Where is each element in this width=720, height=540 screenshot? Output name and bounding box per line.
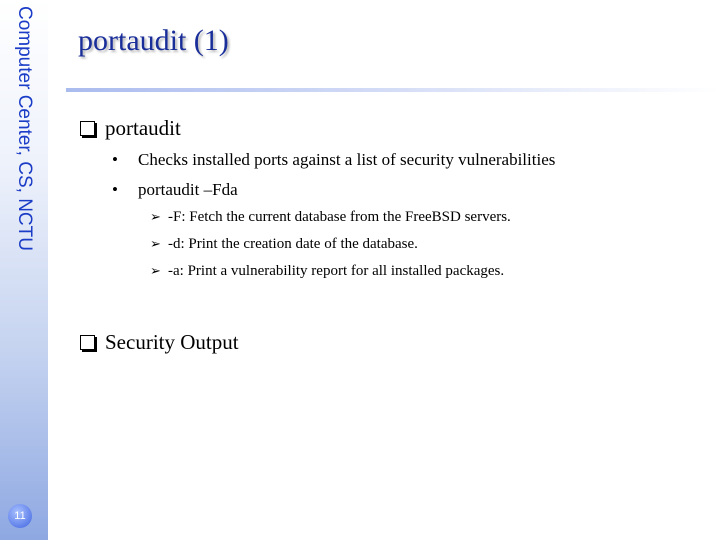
arrow-bullet-icon: ➢ [150,237,161,252]
sub-bullet-text: portaudit –Fda [138,180,238,199]
option-text: -F: Fetch the current database from the FreeBSD servers. [168,209,511,225]
q-box-bullet-icon [80,335,95,350]
slide-title: portaudit (1) [78,24,229,57]
page-number: 11 [8,504,32,528]
bullet-text: portaudit [105,116,181,140]
option-text: -d: Print the creation date of the database. [168,236,418,252]
arrow-bullet-icon: ➢ [150,210,161,225]
sidebar [0,0,48,540]
sub-bullet-checks [112,150,555,170]
q-box-bullet-icon [80,121,95,136]
bullet-text: Security Output [105,330,239,354]
arrow-bullet-icon: ➢ [150,264,161,279]
option-a [150,263,504,280]
sub-bullet-command [112,180,238,200]
sub-bullet-text: Checks installed ports against a list of security vulnerabilities [138,150,556,169]
bullet-portaudit [80,116,181,141]
dot-bullet-icon: • [112,180,118,199]
dot-bullet-icon: • [112,150,118,169]
bullet-security-output [80,330,239,355]
option-F [150,209,511,226]
sidebar-label: Computer Center, CS, NCTU [14,6,35,251]
option-d [150,236,418,253]
title-underline [66,88,720,92]
option-text: -a: Print a vulnerability report for all installed packages. [168,263,505,279]
